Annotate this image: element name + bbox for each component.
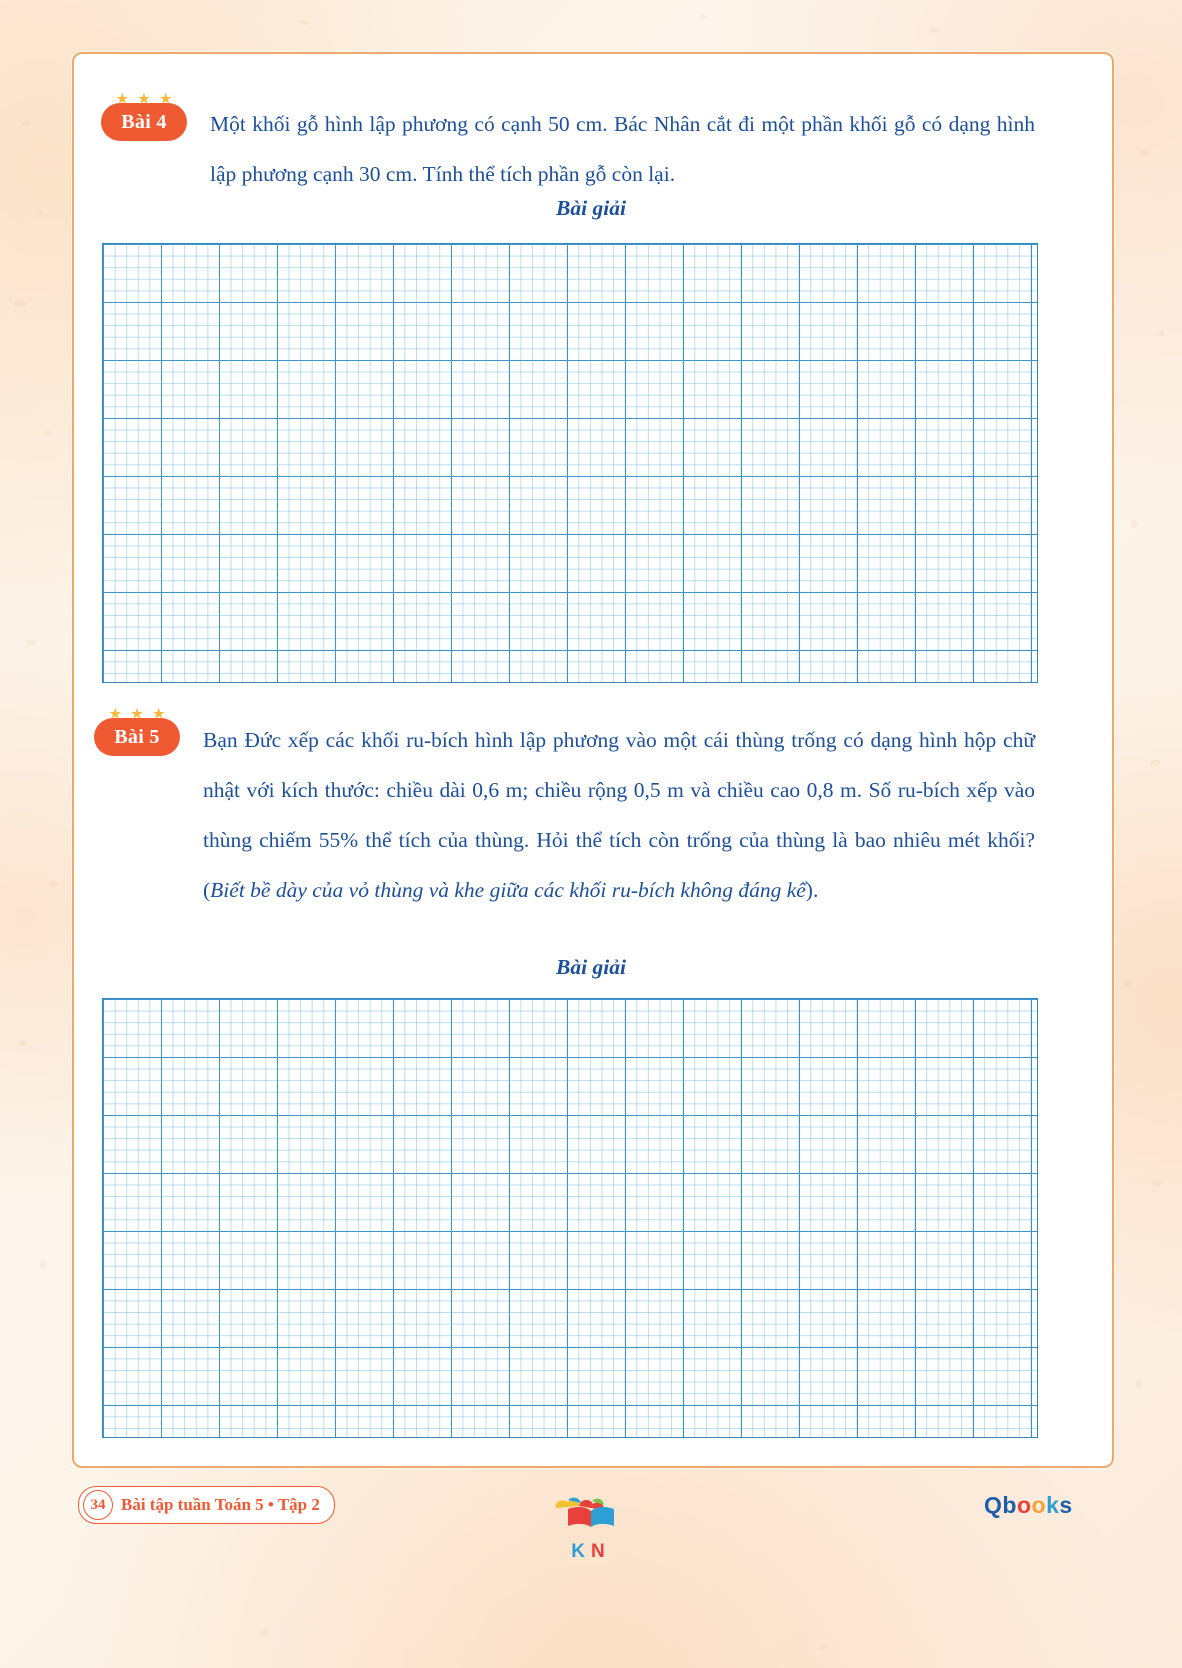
exercise-4-solution-label: Bài giải [556, 196, 626, 220]
exercise-5-question-part2: ). [805, 878, 819, 902]
kn-logo-text [546, 1541, 636, 1563]
qbooks-o1: o [1016, 1492, 1032, 1518]
qbooks-logo [984, 1492, 1104, 1538]
exercise-5-badge [94, 706, 180, 756]
footer-title: Bài tập tuần Toán 5 • Tập 2 [121, 1495, 320, 1514]
exercise-5-solution-label: Bài giải [556, 955, 626, 979]
stars-icon: ★★★ [116, 91, 182, 106]
kn-logo-k: K [571, 1541, 591, 1562]
exercise-5-question-part1: Bạn Đức xếp các khối ru-bích hình lập phương vào một cái thùng trống có dạng hình hộp chữ nhật với kích thước: chiều dài 0,6 m; chiều rộng 0,5 m và chiều cao 0,8 m. Số ru-bích xếp vào thùng chiếm 55% thể tích của thùng. Hỏi thể tích còn trống của thùng là bao nhiêu mét khối? ( [203, 728, 1035, 902]
qbooks-q: Q [984, 1492, 1003, 1518]
qbooks-s: s [1059, 1492, 1073, 1518]
qbooks-o2: o [1031, 1492, 1047, 1518]
open-book-icon [546, 1496, 636, 1536]
exercise-5-question-note: Biết bề dày của vỏ thùng và khe giữa các khối ru-bích không đáng kể [210, 878, 806, 902]
qbooks-b: b [1002, 1492, 1017, 1518]
exercise-5-question [203, 715, 1035, 915]
exercise-4-badge-label: Bài 4 [121, 111, 167, 133]
exercise-5-answer-grid[interactable] [102, 998, 1038, 1438]
kn-logo-n: N [591, 1541, 611, 1562]
qbooks-k: k [1046, 1492, 1060, 1518]
exercise-5-badge-label: Bài 5 [114, 726, 160, 748]
qbooks-logo-text [984, 1492, 1104, 1519]
exercise-4-question: Một khối gỗ hình lập phương có cạnh 50 cm. Bác Nhân cắt đi một phần khối gỗ có dạng hình lập phương cạnh 30 cm. Tính thể tích phần gỗ còn lại. [210, 112, 1035, 186]
exercise-4-badge [101, 91, 187, 141]
exercise-4-answer-grid[interactable] [102, 243, 1038, 683]
page-number: 34 [83, 1490, 113, 1520]
kn-logo [546, 1496, 636, 1562]
footer-page-label [78, 1486, 335, 1524]
stars-icon: ★★★ [109, 706, 175, 721]
